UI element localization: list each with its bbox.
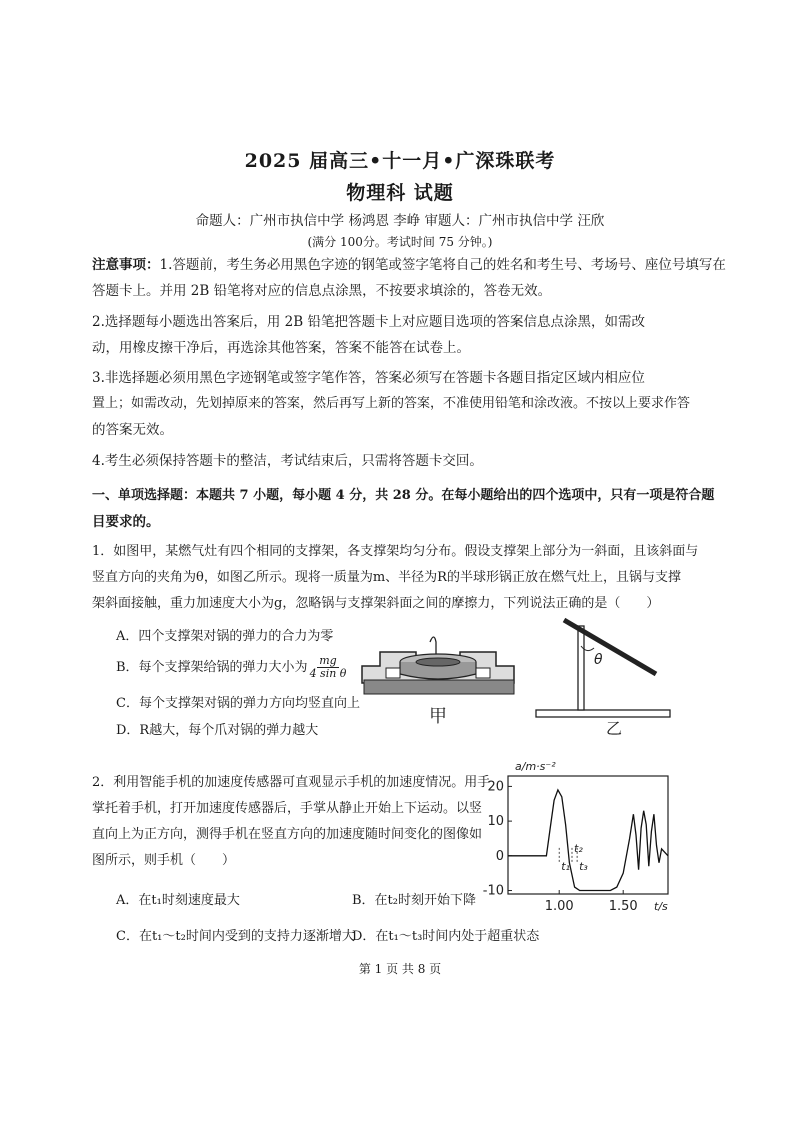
figure-yi-support — [532, 616, 672, 736]
q1-option-c: C．每个支撑架对锅的弹力方向均竖直向上 — [116, 696, 360, 711]
q2-option-b: B．在t₂时刻开始下降 — [352, 893, 476, 908]
q2-option-c: C．在t₁～t₂时间内受到的支持力逐渐增大 — [116, 929, 355, 944]
exam-title: 2025 届高三•十一月•广深珠联考 — [244, 150, 556, 172]
figure-jia-label: 甲 — [429, 706, 447, 727]
q1-option-b: B．每个支撑架给锅的弹力大小为 $\frac{mg}{\text{4 sin θ}}$ — [116, 654, 347, 680]
theta-label: θ — [594, 652, 603, 668]
notes-label: 注意事项： — [92, 257, 160, 273]
q2-line-4: 图所示，则手机（ ） — [92, 853, 236, 868]
q1-line-2: 竖直方向的夹角为θ，如图乙所示。现将一质量为m、半径为R的半球形锅正放在燃气灶上，且锅与支撑 — [92, 570, 681, 585]
subject-title: 物理科 试题 — [346, 182, 454, 204]
q2-line-2: 掌托着手机，打开加速度传感器后，手掌从静止开始上下运动。以竖 — [92, 801, 483, 816]
q1-line-1: 1．如图甲，某燃气灶有四个相同的支撑架，各支撑架均匀分布。假设支撑架上部分为一斜面，且该斜面与 — [92, 544, 699, 559]
notes-line-4: 动，用橡皮擦干净后，再选涂其他答案，答案不能答在试卷上。 — [92, 340, 470, 356]
y-tick-label: -10 — [482, 883, 504, 899]
page-footer: 第 1 页 共 8 页 — [358, 962, 442, 976]
chart-series-line — [508, 790, 668, 891]
acceleration-chart — [482, 758, 692, 920]
q1-option-a: A．四个支撑架对锅的弹力的合力为零 — [116, 629, 334, 644]
authors-line: 命题人：广州市执信中学 杨鸿恩 李峥 审题人：广州市执信中学 汪欣 — [195, 213, 605, 229]
chart-frame — [508, 776, 668, 894]
flame-icon — [430, 637, 436, 654]
stove-base — [364, 680, 514, 694]
y-tick-label: 10 — [487, 814, 504, 830]
y-tick-label: 0 — [495, 848, 504, 864]
support-base — [536, 710, 670, 717]
notes-line-3: 2.选择题每小题选出答案后，用 2B 铅笔把答题卡上对应题目选项的答案信息点涂黑，如需改 — [92, 314, 645, 330]
q1-line-3: 架斜面接触，重力加速度大小为g，忽略锅与支撑架斜面之间的摩擦力，下列说法正确的是（ ） — [92, 596, 660, 611]
q2-option-d: D．在t₁～t₃时间内处于超重状态 — [352, 929, 540, 944]
q1-option-b-fraction: $\frac{mg}{\text{4 sin θ}}$ — [309, 654, 347, 680]
marker-label: t₁ — [561, 859, 570, 873]
section-heading-2: 目要求的。 — [92, 514, 160, 530]
chart-ylabel: a/m·s⁻² — [515, 760, 556, 773]
figure-jia-stove — [358, 628, 518, 728]
q1-option-d: D．R越大，每个爪对锅的弹力越大 — [116, 723, 319, 738]
notes-line-1: 注意事项：1.答题前，考生务必用黑色字迹的钢笔或签字笔将自己的姓名和考生号、考场号、座位号填写在 — [92, 257, 726, 273]
score-time-line: (满分 100分。考试时间 75 分钟。) — [307, 235, 493, 249]
figure-yi-label: 乙 — [606, 719, 623, 736]
q2-line-1: 2．利用智能手机的加速度传感器可直观显示手机的加速度情况。用手 — [92, 775, 491, 790]
chart-time-markers — [559, 842, 588, 873]
section-heading-1: 一、单项选择题：本题共 7 小题，每小题 4 分，共 28 分。在每小题给出的四个选项中，只有一项是符合题 — [92, 488, 715, 503]
notes-line-7: 的答案无效。 — [92, 422, 173, 438]
y-tick-label: 20 — [487, 779, 504, 795]
support-post — [578, 626, 584, 710]
x-tick-label: 1.50 — [608, 899, 638, 914]
chart-xlabel: t/s — [654, 900, 668, 913]
notes-line-2: 答题卡上。并用 2B 铅笔将对应的信息点涂黑，不按要求填涂的，答卷无效。 — [92, 283, 552, 299]
notes-line-5: 3.非选择题必须用黑色字迹钢笔或签字笔作答，答案必须写在答题卡各题目指定区域内相应位 — [92, 370, 645, 386]
x-tick-label: 1.00 — [544, 899, 574, 914]
marker-label: t₃ — [579, 859, 588, 873]
q2-option-a: A．在t₁时刻速度最大 — [116, 893, 240, 908]
notes-line-8: 4.考生必须保持答题卡的整洁，考试结束后，只需将答题卡交回。 — [92, 453, 483, 469]
marker-label: t₂ — [574, 841, 583, 855]
q2-line-3: 直向上为正方向，测得手机在竖直方向的加速度随时间变化的图像如 — [92, 827, 483, 842]
notes-line-6: 置上；如需改动，先划掉原来的答案，然后再写上新的答案，不准使用铅笔和涂改液。不按以上要求作答 — [92, 396, 691, 411]
